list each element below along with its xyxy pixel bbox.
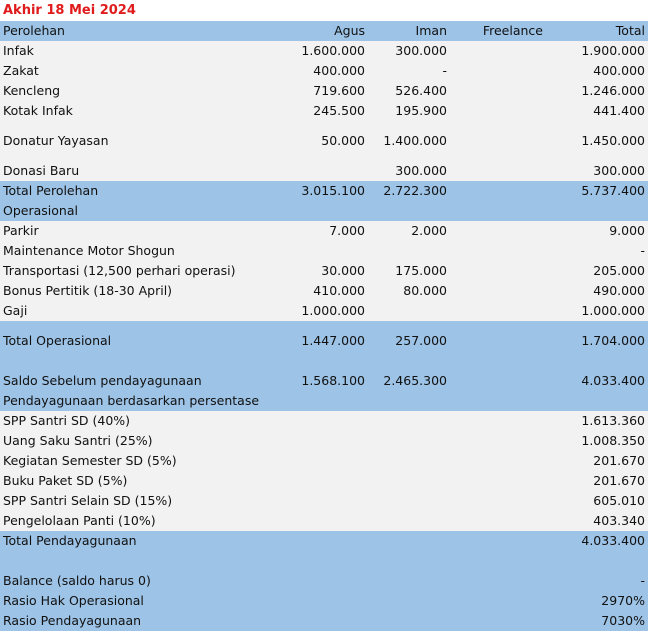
empty-cell: [450, 431, 546, 451]
row-label: Kegiatan Semester SD (5%): [0, 451, 290, 471]
total-perolehan-freelance: [450, 181, 546, 201]
total-perolehan-total: 5.737.400: [546, 181, 648, 201]
row-label: Donatur Yayasan: [0, 121, 290, 161]
saldo-label: Saldo Sebelum pendayagunaan: [0, 361, 290, 391]
empty-cell: [450, 511, 546, 531]
row-label: Gaji: [0, 301, 290, 321]
rasio-pendayagunaan-row: [0, 611, 648, 631]
row-total: 605.010: [546, 491, 648, 511]
empty-cell: [368, 591, 450, 611]
empty-cell: [450, 411, 546, 431]
table-row: [0, 221, 648, 241]
total-perolehan-iman: 2.722.300: [368, 181, 450, 201]
total-operasional-row: [0, 321, 648, 361]
row-agus: 50.000: [290, 121, 368, 161]
row-iman: 526.400: [368, 81, 450, 101]
balance-label: Balance (saldo harus 0): [0, 551, 290, 591]
row-label: Bonus Pertitik (18-30 April): [0, 281, 290, 301]
row-agus: 1.000.000: [290, 301, 368, 321]
empty-cell: [290, 431, 368, 451]
total-operasional-iman: 257.000: [368, 321, 450, 361]
report-title: Akhir 18 Mei 2024: [3, 3, 136, 18]
total-operasional-total: 1.704.000: [546, 321, 648, 361]
row-label: Buku Paket SD (5%): [0, 471, 290, 491]
table-row: [0, 121, 648, 161]
row-iman: 300.000: [368, 161, 450, 181]
row-total: 400.000: [546, 61, 648, 81]
row-iman: 175.000: [368, 261, 450, 281]
empty-cell: [450, 471, 546, 491]
header-agus: Agus: [290, 21, 368, 41]
rasio-operasional-row: [0, 591, 648, 611]
row-label: SPP Santri Selain SD (15%): [0, 491, 290, 511]
balance-total: -: [546, 551, 648, 591]
row-total: 1.900.000: [546, 41, 648, 61]
row-freelance: [450, 241, 546, 261]
row-label: Kotak Infak: [0, 101, 290, 121]
empty-cell: [368, 451, 450, 471]
row-agus: [290, 161, 368, 181]
table-row: [0, 41, 648, 61]
row-freelance: [450, 121, 546, 161]
empty-cell: [290, 471, 368, 491]
total-pendayagunaan-row: [0, 531, 648, 551]
total-operasional-freelance: [450, 321, 546, 361]
empty-cell: [368, 611, 450, 631]
row-total: 490.000: [546, 281, 648, 301]
report-table: [0, 21, 648, 631]
table-row: [0, 241, 648, 261]
balance-row: [0, 551, 648, 591]
row-total: 441.400: [546, 101, 648, 121]
empty-cell: [368, 531, 450, 551]
row-total: 300.000: [546, 161, 648, 181]
row-freelance: [450, 101, 546, 121]
header-row: [0, 21, 648, 41]
pendayagunaan-heading-row: [0, 391, 648, 411]
row-agus: 400.000: [290, 61, 368, 81]
table-row: [0, 491, 648, 511]
row-freelance: [450, 281, 546, 301]
row-iman: 80.000: [368, 281, 450, 301]
saldo-agus: 1.568.100: [290, 361, 368, 391]
total-operasional-label: Total Operasional: [0, 321, 290, 361]
total-perolehan-agus: 3.015.100: [290, 181, 368, 201]
empty-cell: [368, 491, 450, 511]
row-label: Donasi Baru: [0, 161, 290, 181]
empty-cell: [546, 201, 648, 221]
empty-cell: [368, 431, 450, 451]
saldo-iman: 2.465.300: [368, 361, 450, 391]
empty-cell: [290, 551, 368, 591]
row-total: 1.000.000: [546, 301, 648, 321]
row-label: Zakat: [0, 61, 290, 81]
row-label: Infak: [0, 41, 290, 61]
saldo-freelance: [450, 361, 546, 391]
rasio-pendayagunaan-total: 7030%: [546, 611, 648, 631]
empty-cell: [290, 531, 368, 551]
empty-cell: [450, 201, 546, 221]
empty-cell: [450, 491, 546, 511]
table-row: [0, 451, 648, 471]
empty-cell: [290, 451, 368, 471]
operasional-heading-row: [0, 201, 648, 221]
row-agus: 30.000: [290, 261, 368, 281]
row-total: 9.000: [546, 221, 648, 241]
row-freelance: [450, 41, 546, 61]
rasio-pendayagunaan-label: Rasio Pendayagunaan: [0, 611, 290, 631]
total-operasional-agus: 1.447.000: [290, 321, 368, 361]
table-row: [0, 261, 648, 281]
empty-cell: [450, 451, 546, 471]
row-agus: [290, 241, 368, 261]
empty-cell: [450, 591, 546, 611]
table-row: [0, 281, 648, 301]
saldo-total: 4.033.400: [546, 361, 648, 391]
row-iman: -: [368, 61, 450, 81]
row-total: 1.246.000: [546, 81, 648, 101]
empty-cell: [368, 551, 450, 591]
empty-cell: [290, 491, 368, 511]
row-agus: 245.500: [290, 101, 368, 121]
table-row: [0, 161, 648, 181]
row-label: Pengelolaan Panti (10%): [0, 511, 290, 531]
row-iman: 1.400.000: [368, 121, 450, 161]
row-freelance: [450, 161, 546, 181]
row-iman: [368, 301, 450, 321]
table-row: [0, 301, 648, 321]
row-label: Parkir: [0, 221, 290, 241]
pendayagunaan-heading: Pendayagunaan berdasarkan persentase: [0, 391, 648, 411]
saldo-row: [0, 361, 648, 391]
table-row: [0, 431, 648, 451]
row-label: Maintenance Motor Shogun: [0, 241, 290, 261]
row-iman: [368, 241, 450, 261]
empty-cell: [450, 531, 546, 551]
row-label: SPP Santri SD (40%): [0, 411, 290, 431]
empty-cell: [368, 411, 450, 431]
row-freelance: [450, 301, 546, 321]
row-total: 205.000: [546, 261, 648, 281]
empty-cell: [290, 591, 368, 611]
empty-cell: [368, 511, 450, 531]
row-agus: 719.600: [290, 81, 368, 101]
row-agus: 7.000: [290, 221, 368, 241]
row-freelance: [450, 261, 546, 281]
row-total: 201.670: [546, 451, 648, 471]
table-row: [0, 511, 648, 531]
row-freelance: [450, 221, 546, 241]
header-label: Perolehan: [0, 21, 290, 41]
row-iman: 2.000: [368, 221, 450, 241]
table-row: [0, 411, 648, 431]
empty-cell: [368, 201, 450, 221]
row-total: 1.613.360: [546, 411, 648, 431]
header-total: Total: [546, 21, 648, 41]
rasio-operasional-label: Rasio Hak Operasional: [0, 591, 290, 611]
row-agus: 410.000: [290, 281, 368, 301]
row-label: Transportasi (12,500 perhari operasi): [0, 261, 290, 281]
row-freelance: [450, 81, 546, 101]
operasional-heading: Operasional: [0, 201, 290, 221]
total-perolehan-row: [0, 181, 648, 201]
total-pendayagunaan-label: Total Pendayagunaan: [0, 531, 290, 551]
empty-cell: [450, 611, 546, 631]
row-iman: 195.900: [368, 101, 450, 121]
total-perolehan-label: Total Perolehan: [0, 181, 290, 201]
empty-cell: [290, 611, 368, 631]
row-total: 1.008.350: [546, 431, 648, 451]
row-total: 403.340: [546, 511, 648, 531]
table-row: [0, 471, 648, 491]
empty-cell: [368, 471, 450, 491]
rasio-operasional-total: 2970%: [546, 591, 648, 611]
empty-cell: [450, 551, 546, 591]
row-freelance: [450, 61, 546, 81]
row-agus: 1.600.000: [290, 41, 368, 61]
row-iman: 300.000: [368, 41, 450, 61]
row-total: 201.670: [546, 471, 648, 491]
row-label: Kencleng: [0, 81, 290, 101]
table-row: [0, 101, 648, 121]
table-row: [0, 61, 648, 81]
empty-cell: [290, 411, 368, 431]
header-freelance: Freelance: [450, 21, 546, 41]
row-label: Uang Saku Santri (25%): [0, 431, 290, 451]
row-total: 1.450.000: [546, 121, 648, 161]
empty-cell: [290, 511, 368, 531]
header-iman: Iman: [368, 21, 450, 41]
table-row: [0, 81, 648, 101]
row-total: -: [546, 241, 648, 261]
empty-cell: [290, 201, 368, 221]
total-pendayagunaan-total: 4.033.400: [546, 531, 648, 551]
